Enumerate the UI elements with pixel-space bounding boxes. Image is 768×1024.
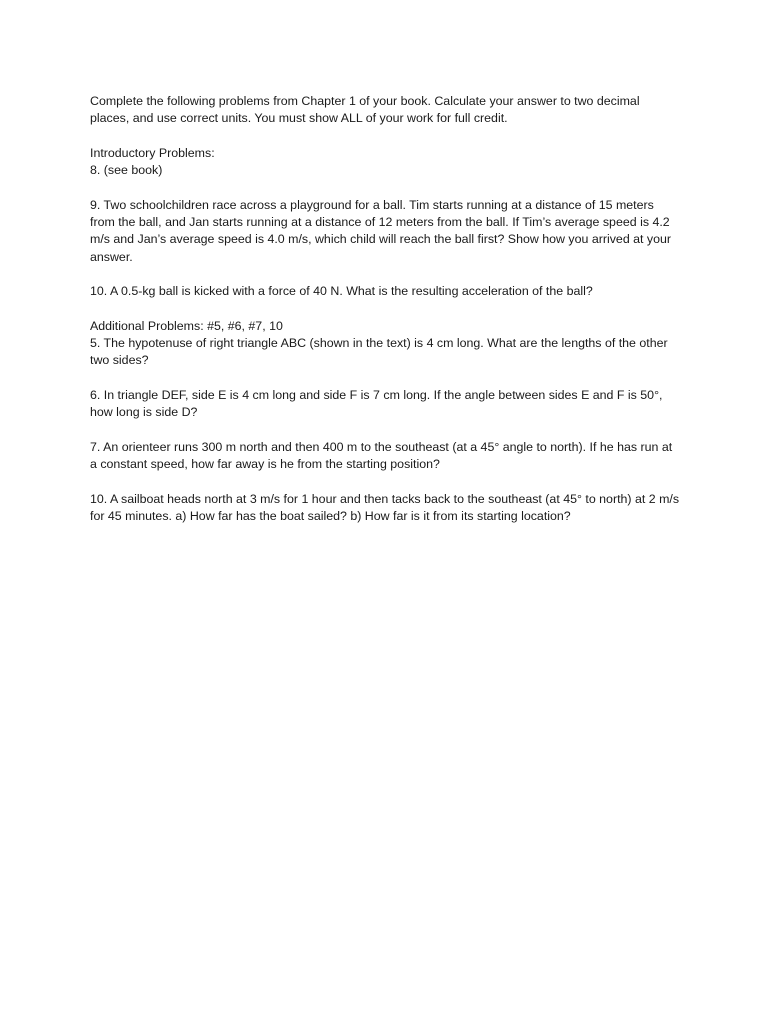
additional-heading: Additional Problems: #5, #6, #7, 10 [90,318,283,333]
problem-8-intro: 8. (see book) [90,163,163,178]
problem-10-additional: 10. A sailboat heads north at 3 m/s for 1 hour and then tacks back to the southeast (at 45° to north) at 2 m/s for 45 minutes. a) How far has the boat sailed? b) How far is it from its starting location? [90,491,680,524]
instructions-paragraph: Complete the following problems from Chapter 1 of your book. Calculate your answer to two decimal places, and use correct units. You must show ALL of your work for full credit. [90,94,640,126]
additional-section [90,318,682,370]
problem-7-additional: 7. An orienteer runs 300 m north and then 400 m to the southeast (at a 45° angle to north). If he has run at a constant speed, how far away is he from the starting position? [90,439,673,472]
problem-5-additional: 5. The hypotenuse of right triangle ABC (shown in the text) is 4 cm long. What are the lengths of the other two sides? [90,336,668,368]
introductory-section [90,145,682,180]
problem-10-intro: 10. A 0.5-kg ball is kicked with a force of 40 N. What is the resulting acceleration of the ball? [90,284,593,299]
problem-9-intro: 9. Two schoolchildren race across a playground for a ball. Tim starts running at a distance of 15 meters from the ball, and Jan starts running at a distance of 12 meters from the ball. If Tim’s average speed is 4.2 m/s and Jan’s average speed is 4.0 m/s, which child will reach the ball first? Show how you arrived at your answer. [90,197,672,264]
problem-6-additional: 6. In triangle DEF, side E is 4 cm long and side F is 7 cm long. If the angle between sides E and F is 50°, how long is side D? [90,388,663,420]
introductory-heading: Introductory Problems: [90,145,215,160]
document-page [90,93,682,543]
